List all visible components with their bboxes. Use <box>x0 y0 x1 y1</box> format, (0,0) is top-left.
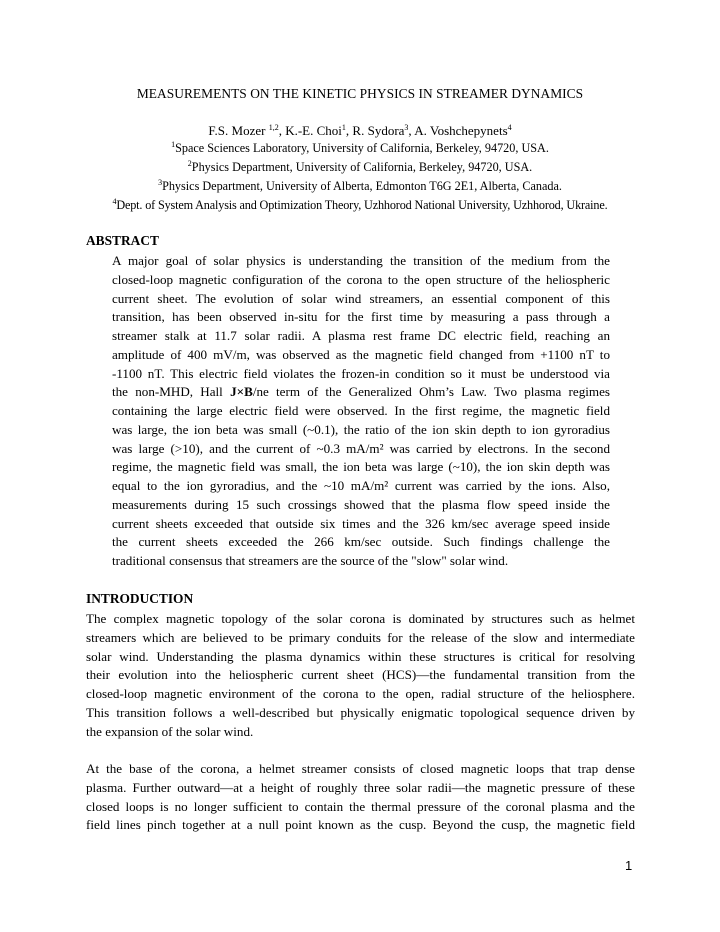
abstract-line: was large (>10), and the current of ~0.3 mA/m² was carried by electrons. In the second <box>112 440 610 456</box>
page-number: 1 <box>625 858 633 873</box>
paper-title: MEASUREMENTS ON THE KINETIC PHYSICS IN STREAMER DYNAMICS <box>136 86 584 101</box>
jxb-term: J×B <box>230 384 253 400</box>
abstract-line: current sheets exceeded that outside six times and the 326 km/sec average speed inside <box>112 515 610 531</box>
author: A. Voshchepynets$^4$ <box>414 123 512 138</box>
introduction-heading: INTRODUCTION <box>86 591 194 606</box>
affiliation: $^1$Space Sciences Laboratory, University of California, Berkeley, 94720, USA. <box>171 140 549 155</box>
abstract-line: equal to the ion gyroradius, and the ~10 mA/m² current was carried by the ions. Also, <box>112 478 610 493</box>
intro-line: plasma. Further outward—at a height of roughly three solar radii—the magnetic pressure of these <box>86 779 635 795</box>
affiliation: $^3$Physics Department, University of Alberta, Edmonton T6G 2E1, Alberta, Canada. <box>158 178 562 193</box>
intro-line: their evolution into the heliospheric current sheet (HCS)—the fundamental transition from the <box>86 667 635 683</box>
abstract-line: transition, has been observed in-situ for the first time by measuring a pass through a <box>112 309 610 325</box>
intro-line: the expansion of the solar wind. <box>86 723 254 739</box>
author: K.-E. Choi$^1$, <box>285 123 353 138</box>
intro-line: closed loops is no longer sufficient to contain the thermal pressure of the coronal plasma and the <box>86 798 635 814</box>
abstract-line: closed-loop magnetic configuration of the corona to the open structure of the heliospheric <box>112 271 610 287</box>
abstract-heading: ABSTRACT <box>86 233 159 248</box>
author: R. Sydora$^3$, <box>352 123 415 138</box>
abstract-line: regime, the magnetic field was small, the ion beta was large (~10), the ion skin depth was <box>112 459 610 475</box>
abstract-line: traditional consensus that streamers are the source of the "slow" solar wind. <box>112 553 509 568</box>
intro-paragraph-2 <box>86 760 635 835</box>
abstract-line: the non-MHD, Hall J×B/ne term of the Generalized Ohm’s Law. Two plasma regimes <box>112 384 610 400</box>
intro-line: solar wind. Understanding the plasma dynamics within these structures is critical for resolving <box>86 648 635 664</box>
abstract-line: amplitude of 400 mV/m, was observed as the magnetic field changed from +1100 nT to <box>112 346 610 362</box>
abstract-line: streamer stalk at 11.7 solar radii. A plasma rest frame DC electric field, reaching an <box>112 328 610 343</box>
intro-paragraph-1 <box>86 610 635 741</box>
abstract-line: A major goal of solar physics is understanding the transition of the medium from the <box>112 253 610 268</box>
abstract-line: the current sheets exceeded the 266 km/sec outside. Such findings challenge the <box>112 534 610 550</box>
abstract-body <box>112 252 610 571</box>
intro-line: closed-loop magnetic environment of the corona to the open, radial structure of the heliosphere. <box>86 686 635 701</box>
intro-line: The complex magnetic topology of the solar corona is dominated by structures such as helmet <box>86 611 635 626</box>
abstract-line: was large, the ion beta was small (~0.1), the ratio of the ion skin depth to ion gyroradius <box>112 421 610 437</box>
abstract-line: current sheet. The evolution of solar wind streamers, an essential component of this <box>112 290 610 306</box>
affiliation: $^2$Physics Department, University of California, Berkeley, 94720, USA. <box>187 159 533 174</box>
author-list <box>0 121 720 140</box>
abstract-line: -1100 nT. This electric field violates the frozen-in condition so it must be understood via <box>112 365 610 381</box>
affiliation: $^4$Dept. of System Analysis and Optimization Theory, Uzhhorod National University, Uzhhorod, Ukraine. <box>112 197 608 212</box>
intro-line: streamers which are believed to be primary conduits for the release of the slow and intermediate <box>86 629 635 645</box>
intro-line: field lines pinch together at a null point known as the cusp. Beyond the cusp, the magnetic field <box>86 817 635 833</box>
intro-line: This transition follows a well-described but physically enigmatic topological sequence driven by <box>86 704 635 720</box>
intro-line: At the base of the corona, a helmet streamer consists of closed magnetic loops that trap dense <box>86 761 635 776</box>
abstract-line: measurements during 15 such crossings showed that the plasma flow speed inside the <box>112 496 610 512</box>
author: F.S. Mozer $^{1,2}$, <box>208 123 286 138</box>
abstract-line: containing the large electric field were observed. In the first regime, the magnetic field <box>112 403 610 418</box>
